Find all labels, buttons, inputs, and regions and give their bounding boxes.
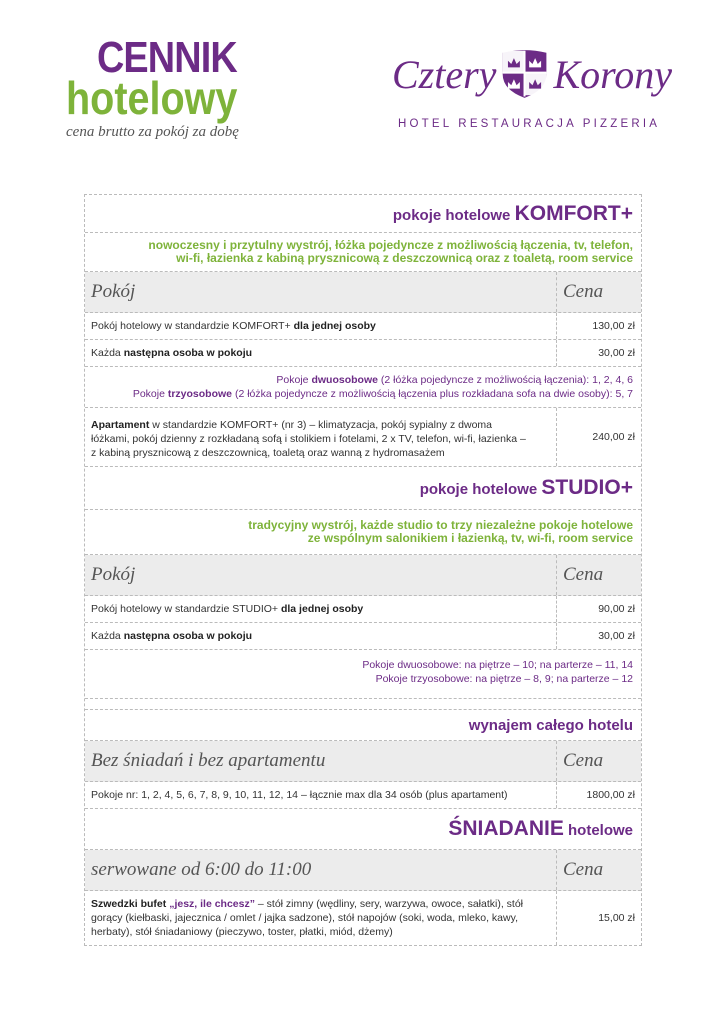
komfort-section-title: pokoje hotelowe KOMFORT+ xyxy=(85,195,641,233)
studio-description: tradycyjny wystrój, każde studio to trzy niezależne pokoje hotelowe ze wspólnym salonikiem i łazienką, tv, wi-fi, room service xyxy=(85,510,641,555)
studio-room-notes: Pokoje dwuosobowe: na piętrze – 10; na parterze – 11, 14 Pokoje trzyosobowe: na piętrze – 8, 9; na parterze – 12 xyxy=(85,650,641,699)
table-row: Każda następna osoba w pokoju 30,00 zł xyxy=(85,623,641,650)
price-table xyxy=(84,194,642,946)
logo-tagline: HOTEL RESTAURACJA PIZZERIA xyxy=(398,118,661,130)
crown-shield-icon xyxy=(500,36,549,112)
whole-hotel-title: wynajem całego hotelu xyxy=(85,710,641,741)
title-hotelowy: hotelowy xyxy=(66,72,238,124)
column-room: Pokój xyxy=(85,555,557,595)
studio-section-title: pokoje hotelowe STUDIO+ xyxy=(85,467,641,510)
breakfast-table-header xyxy=(85,850,641,891)
logo-word-right: Korony xyxy=(553,51,672,97)
table-row: Pokój hotelowy w standardzie KOMFORT+ dla jednej osoby 130,00 zł xyxy=(85,313,641,340)
column-room: Pokój xyxy=(85,272,557,312)
column-hours: serwowane od 6:00 do 11:00 xyxy=(85,850,557,890)
hotel-logo xyxy=(392,36,672,130)
column-price: Cena xyxy=(563,564,604,585)
studio-table-header xyxy=(85,555,641,596)
price-list-title xyxy=(66,33,265,141)
table-row: Każda następna osoba w pokoju 30,00 zł xyxy=(85,340,641,367)
column-conditions: Bez śniadań i bez apartamentu xyxy=(85,741,557,781)
breakfast-section-title: ŚNIADANIE hotelowe xyxy=(85,809,641,850)
whole-hotel-spacer xyxy=(85,699,641,710)
whole-hotel-table-header xyxy=(85,741,641,782)
column-price: Cena xyxy=(563,750,604,771)
column-price: Cena xyxy=(563,281,604,302)
logo-word-left: Cztery xyxy=(392,51,497,97)
title-subtitle: cena brutto za pokój za dobę xyxy=(66,124,239,140)
table-row: Pokoje nr: 1, 2, 4, 5, 6, 7, 8, 9, 10, 11, 12, 14 – łącznie max dla 34 osób (plus apartament) 1800,00 zł xyxy=(85,782,641,809)
table-row: Pokój hotelowy w standardzie STUDIO+ dla jednej osoby 90,00 zł xyxy=(85,596,641,623)
column-price: Cena xyxy=(563,859,604,880)
komfort-table-header xyxy=(85,272,641,313)
komfort-description: nowoczesny i przytulny wystrój, łóżka pojedyncze z możliwością łączenia, tv, telefon, wi-fi, łazienka z kabiną prysznicową z deszczownicą oraz z toaletą, room service xyxy=(85,233,641,272)
table-row: Szwedzki bufet „jesz, ile chcesz” – stół zimny (wędliny, sery, warzywa, owoce, sałatki), stół gorący (kiełbaski, jajecznica / omlet / jajka sadzone), stół napojów (soki, woda, mleko, kawy, herbaty), stół śniadaniowy (pieczywo, toster, płatki, miód, dżemy) 15,00 zł xyxy=(85,891,641,945)
komfort-room-notes: Pokoje dwuosobowe (2 łóżka pojedyncze z możliwością łączenia): 1, 2, 4, 6 Pokoje trzyosobowe (2 łóżka pojedyncze z możliwością łączenia plus rozkładana sofa na dwie osoby): 5, 7 xyxy=(85,367,641,408)
title-cennik: CENNIK xyxy=(96,33,237,82)
apartment-row: Apartament w standardzie KOMFORT+ (nr 3) – klimatyzacja, pokój sypialny z dwoma łóżkami, pokój dzienny z rozkładaną sofą i stolikiem i fotelami, 2 x TV, telefon, wi-fi, łazienka – z kabiną prysznicową z deszczownicą, toaletą oraz wanną z hydromasażem 240,00 zł xyxy=(85,408,641,467)
